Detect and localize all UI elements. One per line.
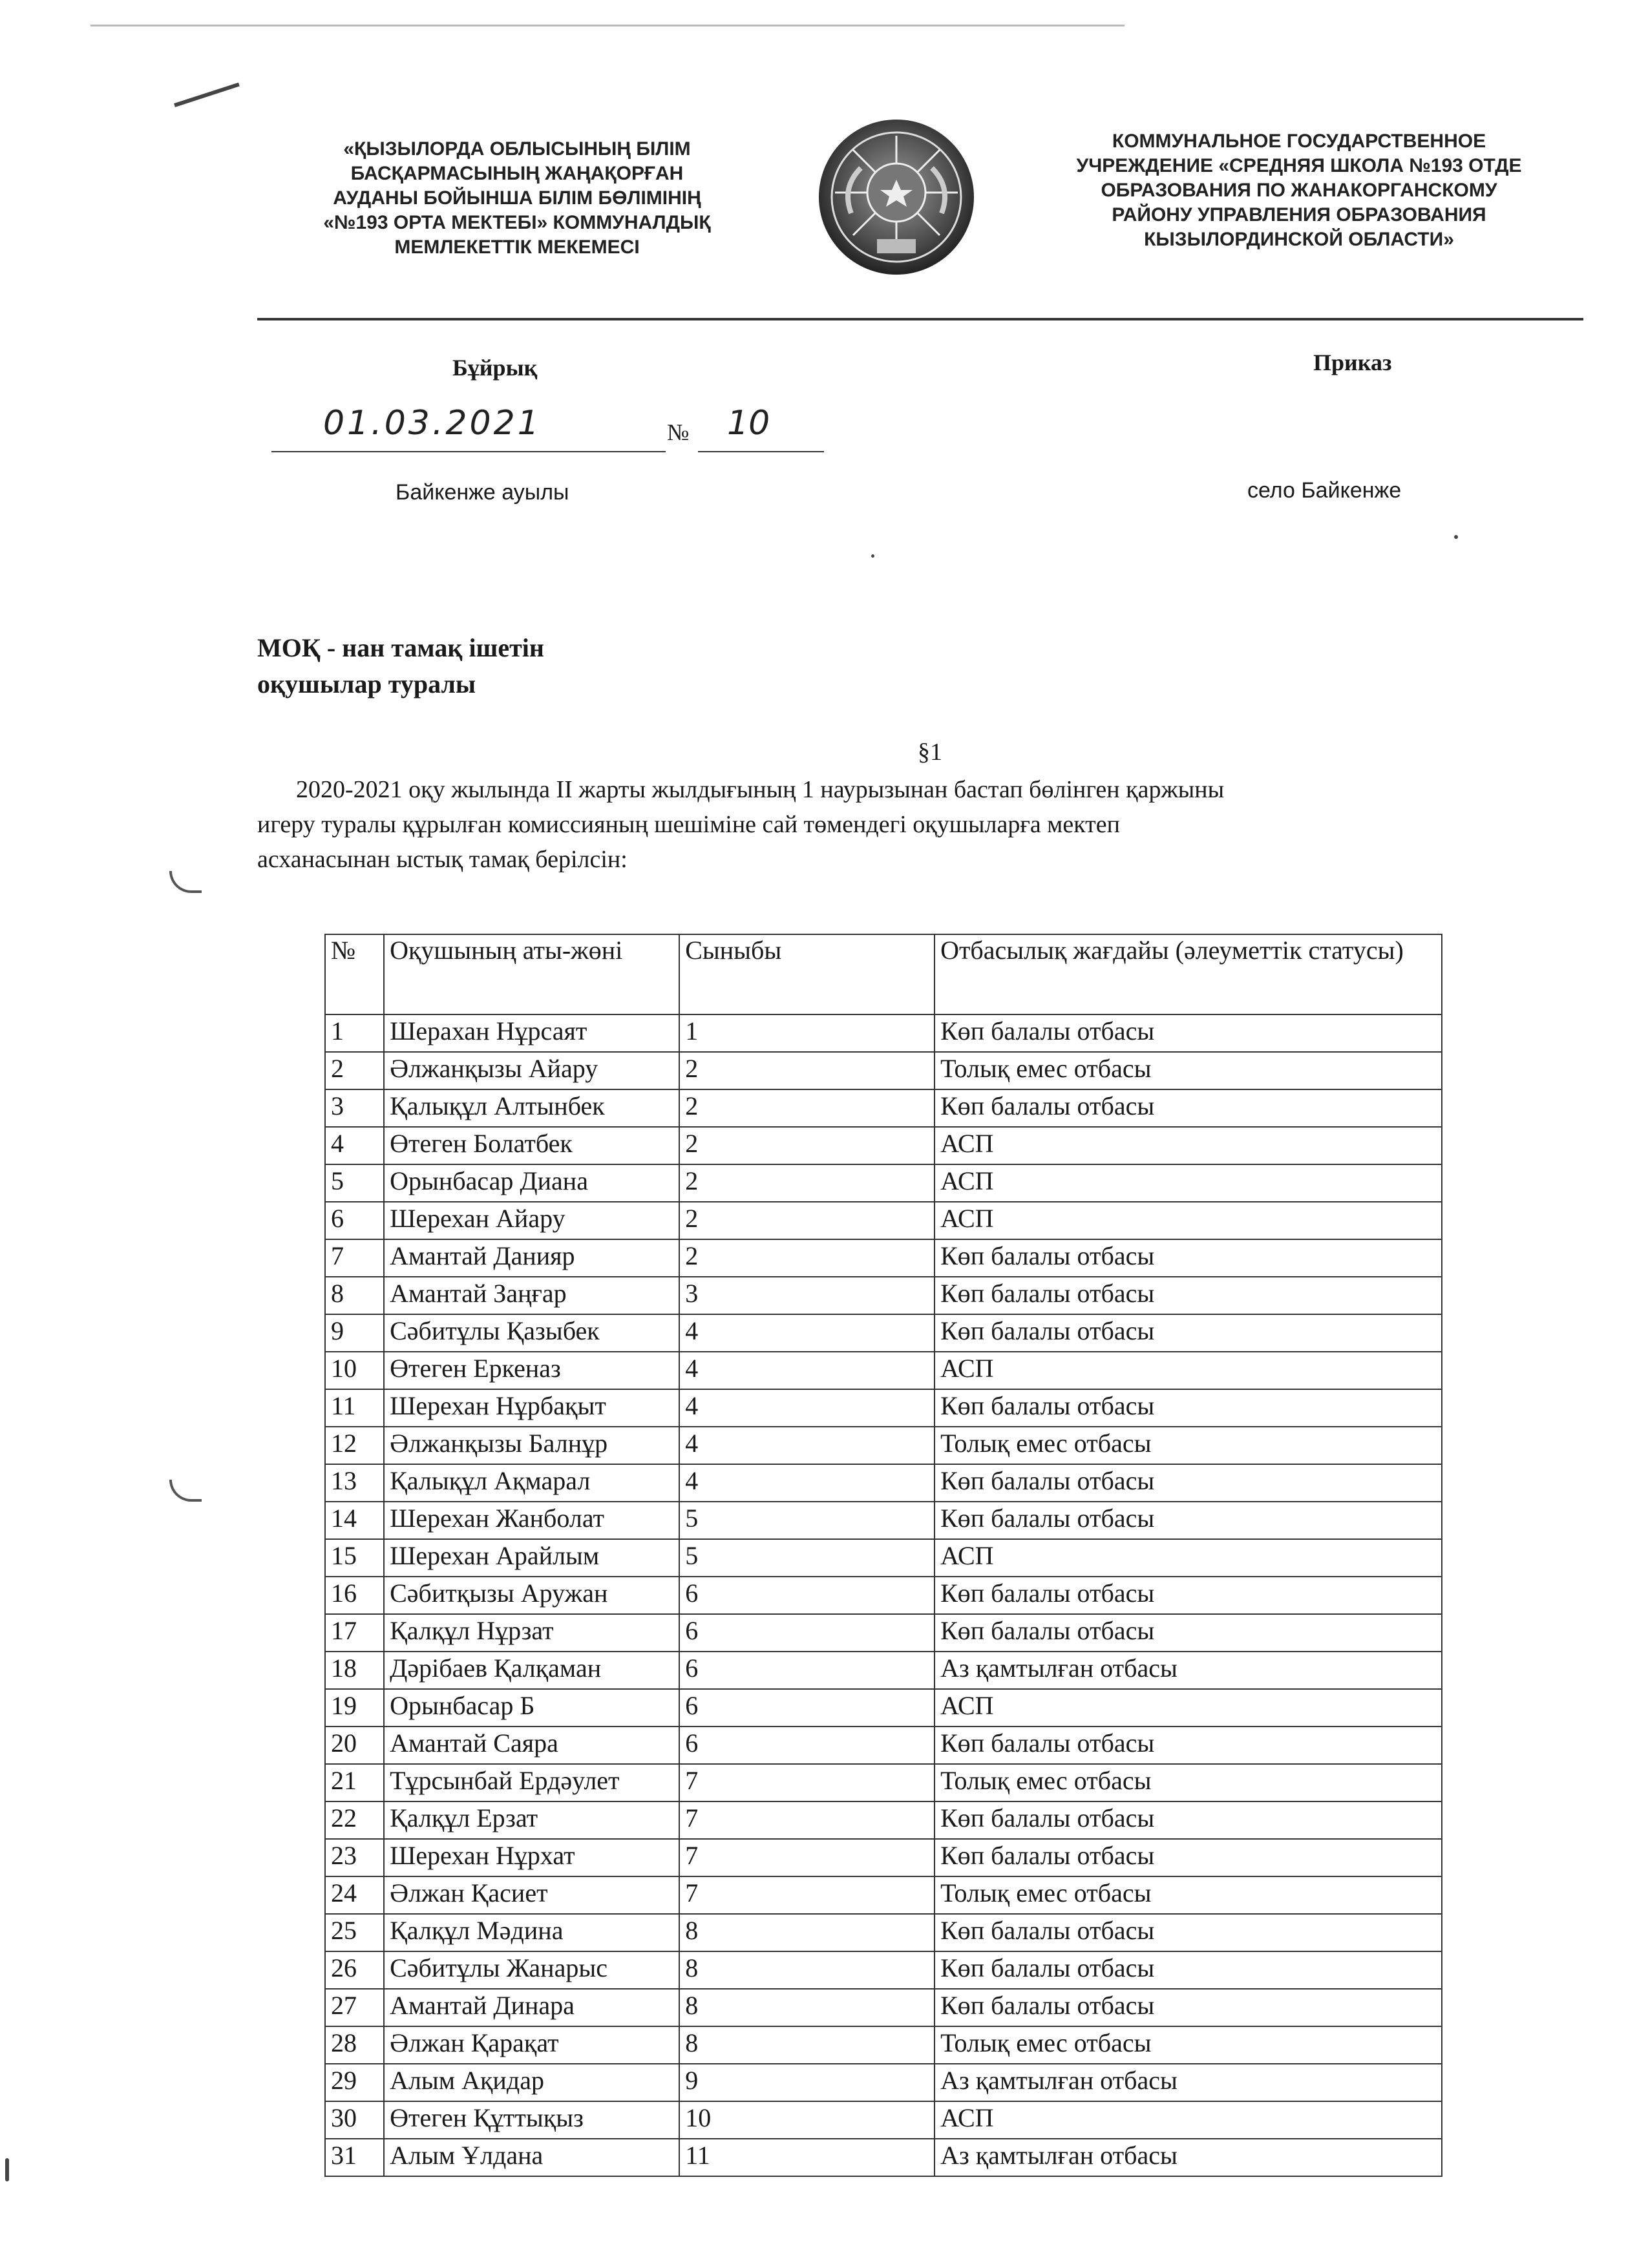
cell-grade: 4 xyxy=(679,1427,935,1464)
cell-student-name: Қалықұл Ақмарал xyxy=(384,1464,679,1502)
cell-grade: 8 xyxy=(679,2026,935,2064)
cell-grade: 8 xyxy=(679,1989,935,2026)
place-ru: село Байкенже xyxy=(1247,478,1402,503)
cell-student-name: Әлжан Қарақат xyxy=(384,2026,679,2064)
table-row xyxy=(325,1801,1442,1839)
header-kz xyxy=(246,137,788,260)
cell-student-name: Әлжанқызы Айару xyxy=(384,1052,679,1089)
cell-student-name: Сәбитұлы Қазыбек xyxy=(384,1314,679,1352)
body-line: асханасынан ыстық тамақ берілсін: xyxy=(257,846,628,873)
cell-student-name: Қалқұл Ерзат xyxy=(384,1801,679,1839)
cell-family-status: АСП xyxy=(935,1164,1442,1202)
cell-family-status: Толық емес отбасы xyxy=(935,1052,1442,1089)
table-row xyxy=(325,1539,1442,1577)
header-kz-line: БАСҚАРМАСЫНЫҢ ЖАҢАҚОРҒАН xyxy=(350,163,684,184)
cell-grade: 2 xyxy=(679,1202,935,1239)
table-row xyxy=(325,1652,1442,1689)
cell-grade: 4 xyxy=(679,1314,935,1352)
cell-number: 15 xyxy=(325,1539,384,1577)
cell-family-status: Толық емес отбасы xyxy=(935,2026,1442,2064)
cell-family-status: Көп балалы отбасы xyxy=(935,1914,1442,1951)
cell-grade: 5 xyxy=(679,1502,935,1539)
header-kz-line: «ҚЫЗЫЛОРДА ОБЛЫСЫНЫҢ БІЛІМ xyxy=(343,138,691,160)
cell-number: 28 xyxy=(325,2026,384,2064)
cell-number: 27 xyxy=(325,1989,384,2026)
table-row xyxy=(325,1314,1442,1352)
table-row xyxy=(325,1727,1442,1764)
cell-student-name: Шерехан Нұрбақыт xyxy=(384,1389,679,1427)
header-ru xyxy=(1008,129,1590,252)
table-header-row xyxy=(325,934,1442,1014)
cell-student-name: Алым Ақидар xyxy=(384,2064,679,2101)
cell-student-name: Амантай Саяра xyxy=(384,1727,679,1764)
cell-grade: 4 xyxy=(679,1389,935,1427)
cell-family-status: АСП xyxy=(935,1202,1442,1239)
students-table xyxy=(324,934,1442,2177)
number-underline xyxy=(698,451,824,452)
scan-mark xyxy=(169,1480,202,1502)
cell-family-status: Толық емес отбасы xyxy=(935,1876,1442,1914)
date-underline xyxy=(271,451,666,452)
cell-number: 25 xyxy=(325,1914,384,1951)
cell-number: 18 xyxy=(325,1652,384,1689)
table-row xyxy=(325,2026,1442,2064)
cell-grade: 8 xyxy=(679,1951,935,1989)
header-kz-line: АУДАНЫ БОЙЫНША БІЛІМ БӨЛІМІНІҢ xyxy=(333,187,701,209)
table-row xyxy=(325,1914,1442,1951)
cell-grade: 1 xyxy=(679,1014,935,1052)
cell-family-status: Аз қамтылған отбасы xyxy=(935,1652,1442,1689)
scan-edge xyxy=(5,2158,9,2181)
cell-number: 16 xyxy=(325,1577,384,1614)
section-mark: §1 xyxy=(918,739,942,766)
cell-grade: 4 xyxy=(679,1464,935,1502)
cell-grade: 6 xyxy=(679,1689,935,1727)
cell-number: 17 xyxy=(325,1614,384,1652)
cell-family-status: Көп балалы отбасы xyxy=(935,1951,1442,1989)
scan-speck xyxy=(1454,535,1458,539)
table-row xyxy=(325,1389,1442,1427)
cell-number: 6 xyxy=(325,1202,384,1239)
cell-number: 14 xyxy=(325,1502,384,1539)
cell-family-status: Көп балалы отбасы xyxy=(935,1014,1442,1052)
cell-number: 8 xyxy=(325,1277,384,1314)
header-ru-line: РАЙОНУ УПРАВЛЕНИЯ ОБРАЗОВАНИЯ xyxy=(1112,204,1486,226)
cell-grade: 6 xyxy=(679,1652,935,1689)
header-kz-line: МЕМЛЕКЕТТІК МЕКЕМЕСІ xyxy=(394,236,640,258)
cell-number: 31 xyxy=(325,2139,384,2176)
cell-number: 5 xyxy=(325,1164,384,1202)
cell-family-status: Көп балалы отбасы xyxy=(935,1577,1442,1614)
cell-student-name: Орынбасар Б xyxy=(384,1689,679,1727)
table-row xyxy=(325,2064,1442,2101)
cell-student-name: Дәрібаев Қалқаман xyxy=(384,1652,679,1689)
header-ru-line: ОБРАЗОВАНИЯ ПО ЖАНАКОРГАНСКОМУ xyxy=(1101,180,1497,201)
header-divider xyxy=(257,318,1583,320)
cell-family-status: АСП xyxy=(935,1539,1442,1577)
cell-family-status: АСП xyxy=(935,1127,1442,1164)
cell-family-status: Толық емес отбасы xyxy=(935,1427,1442,1464)
order-title-ru: Приказ xyxy=(1313,350,1392,375)
cell-student-name: Шерехан Айару xyxy=(384,1202,679,1239)
cell-grade: 7 xyxy=(679,1764,935,1801)
col-header-status: Отбасылық жағдайы (әлеуметтік статусы) xyxy=(935,934,1442,1014)
cell-family-status: Көп балалы отбасы xyxy=(935,1839,1442,1876)
table-row xyxy=(325,1689,1442,1727)
cell-number: 20 xyxy=(325,1727,384,1764)
table-row xyxy=(325,1764,1442,1801)
cell-student-name: Қалқұл Мәдина xyxy=(384,1914,679,1951)
table-row xyxy=(325,1427,1442,1464)
cell-number: 21 xyxy=(325,1764,384,1801)
table-row xyxy=(325,1239,1442,1277)
table-row xyxy=(325,1464,1442,1502)
cell-number: 9 xyxy=(325,1314,384,1352)
table-row xyxy=(325,1614,1442,1652)
cell-number: 12 xyxy=(325,1427,384,1464)
cell-family-status: Көп балалы отбасы xyxy=(935,1089,1442,1127)
cell-number: 7 xyxy=(325,1239,384,1277)
order-title-kz: Бұйрық xyxy=(452,355,538,381)
table-row xyxy=(325,1014,1442,1052)
cell-student-name: Әлжанқызы Балнұр xyxy=(384,1427,679,1464)
table-row xyxy=(325,1202,1442,1239)
cell-grade: 6 xyxy=(679,1727,935,1764)
table-row xyxy=(325,2139,1442,2176)
cell-number: 29 xyxy=(325,2064,384,2101)
cell-family-status: Көп балалы отбасы xyxy=(935,1502,1442,1539)
cell-grade: 2 xyxy=(679,1164,935,1202)
cell-family-status: Аз қамтылған отбасы xyxy=(935,2064,1442,2101)
cell-student-name: Шерехан Нұрхат xyxy=(384,1839,679,1876)
cell-family-status: АСП xyxy=(935,2101,1442,2139)
pen-mark xyxy=(174,83,240,107)
cell-grade: 3 xyxy=(679,1277,935,1314)
col-header-name: Оқушының аты-жөні xyxy=(384,934,679,1014)
cell-student-name: Амантай Данияр xyxy=(384,1239,679,1277)
order-date: 01.03.2021 xyxy=(323,404,542,443)
table-row xyxy=(325,1352,1442,1389)
cell-student-name: Әлжан Қасиет xyxy=(384,1876,679,1914)
cell-grade: 8 xyxy=(679,1914,935,1951)
table-row xyxy=(325,1876,1442,1914)
order-subject xyxy=(257,630,544,702)
cell-family-status: Толық емес отбасы xyxy=(935,1764,1442,1801)
cell-student-name: Сәбитқызы Аружан xyxy=(384,1577,679,1614)
cell-family-status: Көп балалы отбасы xyxy=(935,1727,1442,1764)
cell-family-status: Көп балалы отбасы xyxy=(935,1277,1442,1314)
cell-student-name: Орынбасар Диана xyxy=(384,1164,679,1202)
cell-number: 19 xyxy=(325,1689,384,1727)
cell-number: 10 xyxy=(325,1352,384,1389)
order-body xyxy=(257,772,1583,877)
cell-grade: 6 xyxy=(679,1577,935,1614)
cell-family-status: Көп балалы отбасы xyxy=(935,1801,1442,1839)
cell-student-name: Қалқұл Нұрзат xyxy=(384,1614,679,1652)
cell-grade: 11 xyxy=(679,2139,935,2176)
table-row xyxy=(325,1089,1442,1127)
order-number-label: № xyxy=(667,419,690,445)
table-row xyxy=(325,1989,1442,2026)
header-kz-line: «№193 ОРТА МЕКТЕБІ» КОММУНАЛДЫҚ xyxy=(323,212,711,233)
place-kz: Байкенже ауылы xyxy=(396,480,569,505)
subject-line: МОҚ - нан тамақ ішетін xyxy=(257,633,544,662)
cell-number: 22 xyxy=(325,1801,384,1839)
cell-student-name: Шерахан Нұрсаят xyxy=(384,1014,679,1052)
cell-number: 11 xyxy=(325,1389,384,1427)
cell-family-status: Көп балалы отбасы xyxy=(935,1464,1442,1502)
header-ru-line: КЫЗЫЛОРДИНСКОЙ ОБЛАСТИ» xyxy=(1144,229,1454,250)
table-row xyxy=(325,1577,1442,1614)
table-row xyxy=(325,1839,1442,1876)
cell-grade: 7 xyxy=(679,1801,935,1839)
header-ru-line: УЧРЕЖДЕНИЕ «СРЕДНЯЯ ШКОЛА №193 ОТДЕ xyxy=(1076,155,1522,176)
scan-top-edge xyxy=(90,25,1125,26)
cell-grade: 9 xyxy=(679,2064,935,2101)
cell-student-name: Алым Ұлдана xyxy=(384,2139,679,2176)
cell-grade: 7 xyxy=(679,1876,935,1914)
table-row xyxy=(325,1502,1442,1539)
cell-number: 23 xyxy=(325,1839,384,1876)
cell-family-status: Көп балалы отбасы xyxy=(935,1389,1442,1427)
cell-student-name: Тұрсынбай Ердәулет xyxy=(384,1764,679,1801)
body-line: игеру туралы құрылған комиссияның шешіміне сай төмендегі оқушыларға мектеп xyxy=(257,811,1120,838)
cell-grade: 7 xyxy=(679,1839,935,1876)
cell-grade: 5 xyxy=(679,1539,935,1577)
col-header-number: № xyxy=(325,934,384,1014)
cell-student-name: Шерехан Арайлым xyxy=(384,1539,679,1577)
cell-grade: 10 xyxy=(679,2101,935,2139)
cell-family-status: Көп балалы отбасы xyxy=(935,1314,1442,1352)
header-ru-line: КОММУНАЛЬНОЕ ГОСУДАРСТВЕННОЕ xyxy=(1112,131,1486,152)
state-emblem-icon xyxy=(816,116,977,278)
cell-grade: 6 xyxy=(679,1614,935,1652)
cell-family-status: АСП xyxy=(935,1689,1442,1727)
cell-grade: 2 xyxy=(679,1239,935,1277)
cell-family-status: Көп балалы отбасы xyxy=(935,1989,1442,2026)
cell-family-status: Көп балалы отбасы xyxy=(935,1614,1442,1652)
cell-student-name: Сәбитұлы Жанарыс xyxy=(384,1951,679,1989)
cell-family-status: АСП xyxy=(935,1352,1442,1389)
table-row xyxy=(325,1277,1442,1314)
cell-number: 26 xyxy=(325,1951,384,1989)
cell-student-name: Өтеген Болатбек xyxy=(384,1127,679,1164)
col-header-grade: Сыныбы xyxy=(679,934,935,1014)
cell-grade: 2 xyxy=(679,1127,935,1164)
table-row xyxy=(325,1127,1442,1164)
table-row xyxy=(325,1052,1442,1089)
cell-student-name: Қалықұл Алтынбек xyxy=(384,1089,679,1127)
cell-student-name: Шерехан Жанболат xyxy=(384,1502,679,1539)
cell-grade: 4 xyxy=(679,1352,935,1389)
table-row xyxy=(325,1164,1442,1202)
cell-grade: 2 xyxy=(679,1089,935,1127)
cell-number: 13 xyxy=(325,1464,384,1502)
cell-number: 30 xyxy=(325,2101,384,2139)
cell-family-status: Көп балалы отбасы xyxy=(935,1239,1442,1277)
subject-line: оқушылар туралы xyxy=(257,669,476,698)
cell-student-name: Өтеген Құттықыз xyxy=(384,2101,679,2139)
scan-speck xyxy=(871,554,874,558)
cell-student-name: Өтеген Еркеназ xyxy=(384,1352,679,1389)
body-line: 2020-2021 оқу жылында ІІ жарты жылдығының 1 наурызынан бастап бөлінген қаржыны xyxy=(296,776,1225,803)
table-row xyxy=(325,1951,1442,1989)
table-row xyxy=(325,2101,1442,2139)
cell-grade: 2 xyxy=(679,1052,935,1089)
order-number: 10 xyxy=(727,404,770,443)
cell-number: 2 xyxy=(325,1052,384,1089)
cell-number: 1 xyxy=(325,1014,384,1052)
cell-student-name: Амантай Динара xyxy=(384,1989,679,2026)
cell-number: 24 xyxy=(325,1876,384,1914)
cell-student-name: Амантай Заңғар xyxy=(384,1277,679,1314)
scan-mark xyxy=(169,871,202,893)
cell-number: 4 xyxy=(325,1127,384,1164)
cell-number: 3 xyxy=(325,1089,384,1127)
cell-family-status: Аз қамтылған отбасы xyxy=(935,2139,1442,2176)
